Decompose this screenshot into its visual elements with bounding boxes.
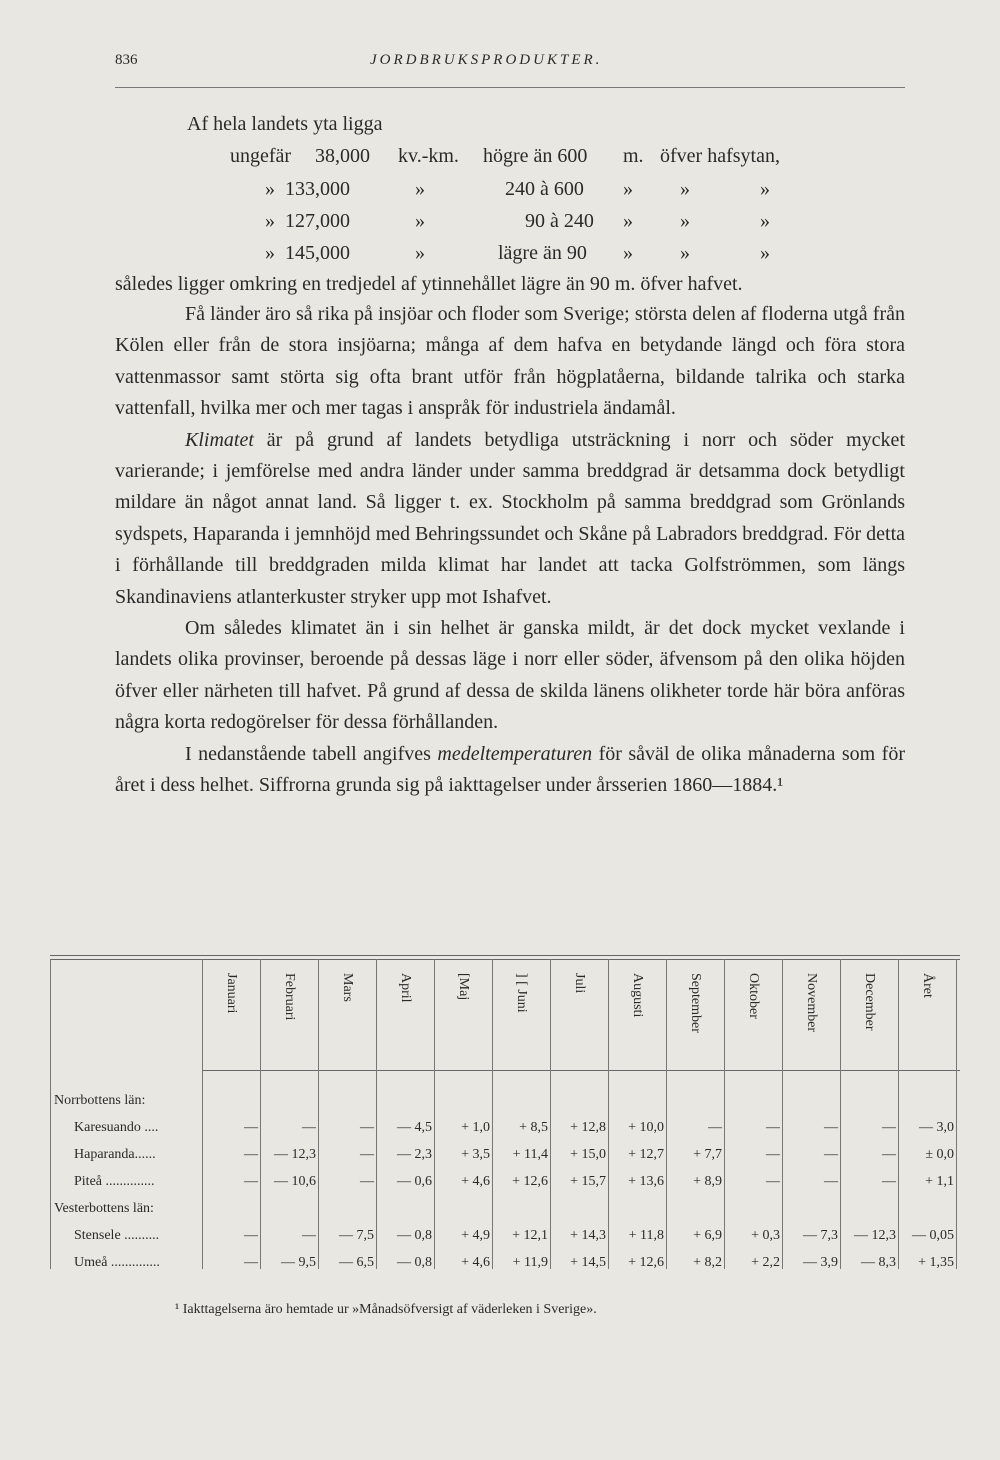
intro-row-ditto: »: [760, 242, 770, 264]
intro-row-metre: »: [623, 210, 633, 232]
table-cell: —: [244, 1120, 258, 1135]
climate-term: Klimatet: [185, 428, 254, 451]
table-cell: — 8,3: [861, 1255, 896, 1270]
table-cell: + 0,3: [751, 1228, 780, 1243]
column-separator: [376, 959, 377, 1269]
intro-row-metre: »: [623, 178, 633, 200]
table-cell: —: [244, 1147, 258, 1162]
table-group-label: Norrbottens län:: [54, 1093, 146, 1108]
table-cell: + 8,9: [693, 1174, 722, 1189]
table-stub-line: [50, 959, 51, 1269]
table-cell: —: [302, 1228, 316, 1243]
table-row-label: Piteå ..............: [74, 1174, 155, 1189]
intro-row-range: 240 à 600: [505, 178, 584, 200]
table-cell: + 14,3: [570, 1228, 606, 1243]
column-separator: [260, 959, 261, 1269]
table-cell: — 12,3: [274, 1147, 316, 1162]
table-cell: — 12,3: [854, 1228, 896, 1243]
column-header: Året: [920, 973, 935, 998]
column-separator: [956, 959, 957, 1269]
table-cell: + 12,6: [628, 1255, 664, 1270]
column-header: Februari: [282, 973, 297, 1021]
intro-row-prefix: ungefär: [230, 145, 292, 167]
column-header: November: [804, 973, 819, 1033]
intro-row-range: 90 à 240: [525, 210, 594, 232]
intro-row-unit: »: [415, 178, 425, 200]
table-cell: —: [244, 1228, 258, 1243]
table-cell: + 12,8: [570, 1120, 606, 1135]
table-cell: + 4,9: [461, 1228, 490, 1243]
column-separator: [608, 959, 609, 1269]
intro-row-ditto: »: [680, 242, 690, 264]
table-cell: — 2,3: [397, 1147, 432, 1162]
table-cell: + 2,2: [751, 1255, 780, 1270]
table-cell: — 0,8: [397, 1228, 432, 1243]
table-cell: + 10,0: [628, 1120, 664, 1135]
intro-row-area: 133,000: [285, 178, 350, 200]
column-header: Januari: [224, 973, 239, 1014]
table-cell: + 12,7: [628, 1147, 664, 1162]
table-cell: + 15,7: [570, 1174, 606, 1189]
table-cell: —: [360, 1174, 374, 1189]
table-intro-b: för såväl de olika månaderna som för året i dess helhet. Siffrorna grunda sig på iakttagelser under årsserien 1860—1884.¹: [115, 742, 906, 797]
table-cell: —: [766, 1147, 780, 1162]
intro-row-area: 127,000: [285, 210, 350, 232]
table-cell: + 8,5: [519, 1120, 548, 1135]
column-header: December: [862, 973, 877, 1031]
paragraph-climate: [115, 425, 905, 613]
intro-row-unit: »: [415, 242, 425, 264]
table-cell: + 8,2: [693, 1255, 722, 1270]
column-separator: [492, 959, 493, 1269]
table-cell: + 12,6: [512, 1174, 548, 1189]
column-header: Juli: [572, 973, 587, 994]
table-cell: + 4,6: [461, 1255, 490, 1270]
intro-row-ditto: »: [760, 210, 770, 232]
intro-row-prefix: »: [265, 210, 275, 232]
page-number: 836: [115, 52, 138, 68]
column-header: September: [688, 973, 703, 1033]
intro-line-summary: således ligger omkring en tredjedel af ytinnehållet lägre än 90 m. öfver hafvet.: [115, 273, 743, 295]
footnote: ¹ Iakttagelserna äro hemtade ur »Månadsöfversigt af väderleken i Sverige».: [175, 1302, 597, 1317]
table-cell: — 3,0: [919, 1120, 954, 1135]
table-cell: + 11,9: [512, 1255, 548, 1270]
column-separator: [202, 959, 203, 1269]
table-cell: — 6,5: [339, 1255, 374, 1270]
intro-row-ditto: »: [760, 178, 770, 200]
column-header: April: [398, 973, 413, 1003]
mean-temperature-term: medeltemperaturen: [437, 742, 593, 765]
running-head: JORDBRUKSPRODUKTER.: [370, 52, 603, 68]
table-intro-a: I nedanstående tabell angifves: [185, 742, 438, 765]
intro-row-range: lägre än 90: [498, 242, 587, 264]
paragraph-provinces: Om således klimatet än i sin helhet är ganska mildt, är det dock mycket vexlande i landets olika provinser, beroende på dessas läge i norr eller söder, äfvensom på den olika höjden öfver eller närheten till hafvet. På grund af dessa de skilda länens olikheter torde här böra anföras några korta redogörelser för dessa förhållanden.: [115, 617, 905, 734]
column-header: Mars: [340, 973, 355, 1002]
column-separator: [840, 959, 841, 1269]
table-row-label: Umeå ..............: [74, 1255, 160, 1270]
column-separator: [550, 959, 551, 1269]
column-separator: [318, 959, 319, 1269]
intro-row-unit: »: [415, 210, 425, 232]
column-separator: [724, 959, 725, 1269]
intro-row-prefix: »: [265, 242, 275, 264]
intro-row-tail: öfver hafsytan,: [660, 145, 780, 167]
column-separator: [898, 959, 899, 1269]
table-cell: + 7,7: [693, 1147, 722, 1162]
table-cell: —: [244, 1174, 258, 1189]
table-cell: — 7,5: [339, 1228, 374, 1243]
table-cell: —: [766, 1120, 780, 1135]
column-separator: [666, 959, 667, 1269]
table-cell: — 0,8: [397, 1255, 432, 1270]
table-cell: + 11,8: [628, 1228, 664, 1243]
intro-row-ditto: »: [680, 178, 690, 200]
table-cell: — 9,5: [281, 1255, 316, 1270]
paragraph-table-intro: [115, 739, 905, 802]
intro-row-range: högre än 600: [483, 145, 588, 167]
table-cell: —: [708, 1120, 722, 1135]
column-header: Augusti: [630, 973, 645, 1018]
intro-row-unit: kv.-km.: [398, 145, 459, 167]
intro-row-metre: m.: [623, 145, 644, 167]
column-separator: [782, 959, 783, 1269]
header-rule: [115, 87, 905, 88]
table-cell: + 3,5: [461, 1147, 490, 1162]
table-cell: — 10,6: [274, 1174, 316, 1189]
intro-row-metre: »: [623, 242, 633, 264]
table-cell: — 0,05: [912, 1228, 954, 1243]
table-cell: — 7,3: [803, 1228, 838, 1243]
table-cell: —: [824, 1147, 838, 1162]
table-cell: —: [882, 1120, 896, 1135]
table-cell: + 12,1: [512, 1228, 548, 1243]
table-cell: — 3,9: [803, 1255, 838, 1270]
table-row-label: Stensele ..........: [74, 1228, 160, 1243]
table-row-label: Haparanda......: [74, 1147, 156, 1162]
table-top-rule-2: [50, 959, 960, 960]
table-cell: — 4,5: [397, 1120, 432, 1135]
table-cell: + 15,0: [570, 1147, 606, 1162]
intro-row-ditto: »: [680, 210, 690, 232]
table-group-label: Vesterbottens län:: [54, 1201, 154, 1216]
intro-row-area: 38,000: [315, 145, 370, 167]
table-cell: + 1,1: [925, 1174, 954, 1189]
table-head-rule: [202, 1070, 960, 1071]
table-cell: —: [882, 1174, 896, 1189]
table-cell: —: [302, 1120, 316, 1135]
table-cell: + 11,4: [512, 1147, 548, 1162]
column-separator: [434, 959, 435, 1269]
body-text: [115, 299, 905, 802]
table-cell: + 4,6: [461, 1174, 490, 1189]
table-cell: —: [766, 1174, 780, 1189]
column-header: [Maj: [456, 973, 471, 1001]
climate-text: är på grund af landets betydliga utsträckning i norr och söder mycket varierande; i jemförelse med andra länder under samma breddgrad är detsamma dock betydligt mildare än något annat land. Så ligger t. ex. Stockholm på samma breddgrad som Grönlands sydspets, Haparanda i jemnhöjd med Behringssundet och Skåne på Labradors breddgrad. För detta i förhållande till breddgraden milda klimat har landet att tacka Golfströmmen, som längs Skandinaviens atlanterkuster stryker upp mot Ishafvet.: [115, 428, 905, 608]
table-cell: + 6,9: [693, 1228, 722, 1243]
table-cell: —: [824, 1120, 838, 1135]
intro-row-area: 145,000: [285, 242, 350, 264]
table-cell: —: [824, 1174, 838, 1189]
table-cell: + 14,5: [570, 1255, 606, 1270]
intro-row-prefix: »: [265, 178, 275, 200]
table-cell: —: [360, 1120, 374, 1135]
table-cell: — 0,6: [397, 1174, 432, 1189]
table-cell: —: [882, 1147, 896, 1162]
intro-line-heading: Af hela landets yta ligga: [187, 113, 383, 135]
table-cell: + 1,0: [461, 1120, 490, 1135]
table-row-label: Karesuando ....: [74, 1120, 159, 1135]
table-cell: —: [360, 1147, 374, 1162]
column-header: Oktober: [746, 973, 761, 1019]
table-cell: + 1,35: [918, 1255, 954, 1270]
table-cell: + 13,6: [628, 1174, 664, 1189]
table-cell: ± 0,0: [925, 1147, 954, 1162]
column-header: ] [ Juni: [514, 973, 529, 1013]
table-top-rule: [50, 955, 960, 956]
table-cell: —: [244, 1255, 258, 1270]
paragraph-rivers: Få länder äro så rika på insjöar och floder som Sverige; största delen af floderna utgå från Kölen eller från de stora insjöarna; många af dem hafva en betydande längd och föra stora vattenmassor samt störta sig ofta brant utför från högplatåerna, bildande talrika och starka vattenfall, hvilka mer och mer tagas i anspråk för industriela ändamål.: [115, 303, 905, 420]
